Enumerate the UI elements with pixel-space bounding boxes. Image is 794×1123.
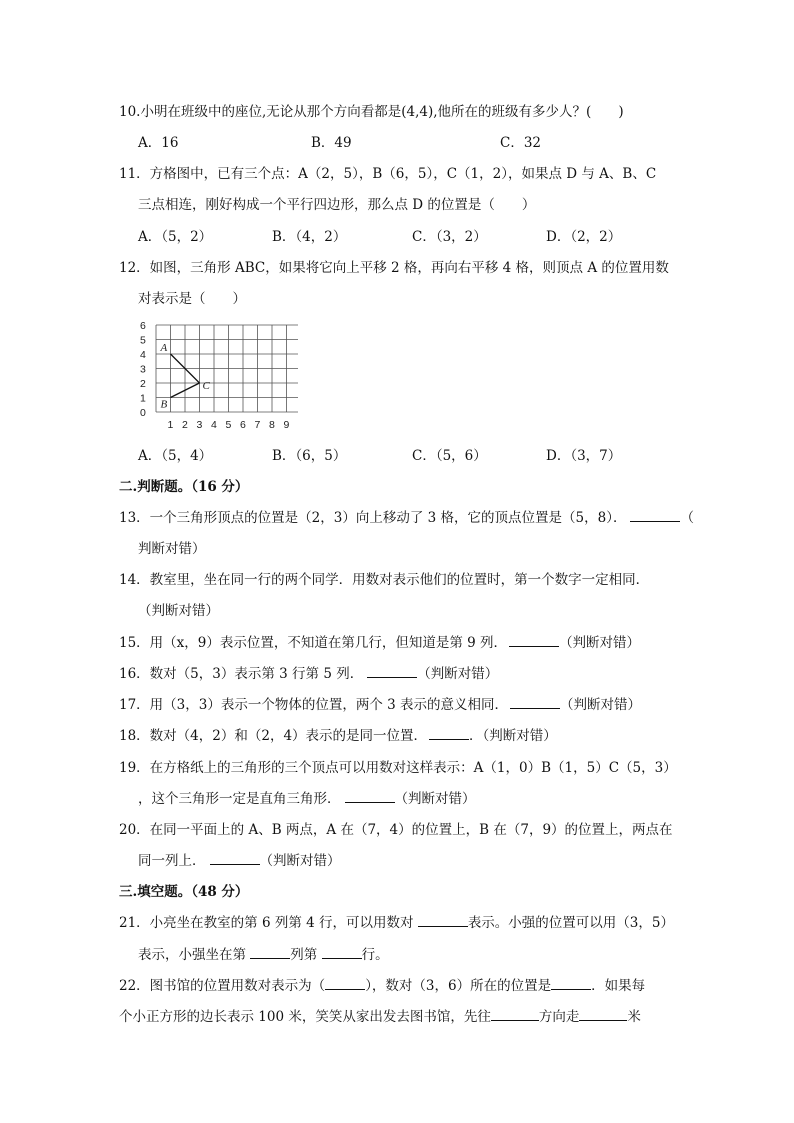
- q13-tail: （: [680, 510, 694, 526]
- q10-option-b[interactable]: B．49: [311, 135, 352, 151]
- q21-text-b: 表示。小强的位置可以用（3，5）: [467, 915, 674, 931]
- q16-answer-blank[interactable]: [367, 665, 417, 678]
- q12-option-d[interactable]: D．（3，7）: [546, 448, 622, 464]
- q15-answer-blank[interactable]: [509, 634, 559, 647]
- q15-tail: （判断对错）: [559, 635, 641, 651]
- q22-blank-4[interactable]: [579, 1008, 627, 1021]
- q21-blank-3[interactable]: [322, 946, 362, 959]
- q12-option-a[interactable]: A．（5，4）: [138, 448, 213, 464]
- y-axis-tick-labels: [140, 322, 146, 419]
- q17-answer-blank[interactable]: [510, 696, 560, 709]
- x-tick-label: 4: [211, 419, 217, 431]
- x-tick-label: 9: [283, 419, 290, 431]
- q22-text-c: ．如果每: [591, 978, 646, 994]
- y-tick-label: 5: [140, 334, 146, 347]
- section-2-title: 二.判断题。（16 分）: [119, 479, 249, 495]
- q15-text: 15．用（x，9）表示位置，不知道在第几行，但知道是第 9 列．: [119, 635, 508, 651]
- q22-blank-1[interactable]: [325, 977, 365, 990]
- q21-stem-line1: [119, 914, 674, 932]
- x-tick-label: 7: [254, 419, 261, 431]
- q15-stem: [119, 634, 640, 652]
- x-tick-label: 3: [196, 419, 203, 431]
- q16-stem: [119, 665, 498, 683]
- vertex-label-c: C: [202, 380, 210, 392]
- q19-stem-line2: [138, 790, 476, 808]
- q21-text-c: 表示，小强坐在第: [138, 947, 251, 963]
- q21-blank-2[interactable]: [250, 946, 290, 959]
- q19-stem-line1: 19．在方格纸上的三角形的三个顶点可以用数对这样表示：A（1，0）B（1，5）C（5，3）: [119, 760, 677, 776]
- coordinate-grid-figure: [138, 322, 298, 434]
- x-tick-label: 2: [182, 419, 188, 431]
- x-tick-label: 5: [225, 419, 232, 431]
- q22-stem-line2: [119, 1008, 641, 1026]
- q22-text-a: 22．图书馆的位置用数对表示为（: [119, 978, 326, 994]
- q21-text-d: 列第: [290, 947, 322, 963]
- q10-option-a[interactable]: A．16: [138, 135, 179, 151]
- q16-tail: （判断对错）: [417, 666, 499, 682]
- q17-tail: （判断对错）: [560, 697, 642, 713]
- q12-stem-line1: 12．如图，三角形 ABC，如果将它向上平移 2 格，再向右平移 4 格，则顶点 A 的位置用数: [119, 260, 669, 276]
- x-tick-label: 1: [167, 419, 174, 431]
- q17-text: 17．用（3，3）表示一个物体的位置，两个 3 表示的意义相同．: [119, 697, 509, 713]
- q22-blank-3[interactable]: [491, 1008, 539, 1021]
- vertex-label-a: A: [160, 342, 168, 354]
- q20-stem-line2: [138, 852, 341, 870]
- q22-text-e: 方向走: [538, 1009, 580, 1025]
- q21-text-a: 21．小亮坐在教室的第 6 列第 4 行，可以用数对: [119, 915, 418, 931]
- q10-stem: 10.小明在班级中的座位,无论从那个方向看都是(4,4),他所在的班级有多少人？( ): [119, 104, 624, 120]
- y-tick-label: 1: [140, 392, 146, 405]
- q11-option-c[interactable]: C．（3，2）: [412, 229, 487, 245]
- q20-tail: （判断对错）: [259, 853, 341, 869]
- section-3-title: 三.填空题。（48 分）: [119, 884, 249, 900]
- q13-text: 13．一个三角形顶点的位置是（2，3）向上移动了 3 格，它的顶点位置是（5，8）．: [119, 510, 627, 526]
- q12-option-b[interactable]: B．（6，5）: [272, 448, 347, 464]
- q16-text: 16．数对（5，3）表示第 3 行第 5 列．: [119, 666, 364, 682]
- q22-stem-line1: [119, 977, 645, 995]
- q22-text-b: ），数对（3，6）所在的位置是: [365, 978, 552, 994]
- y-tick-label: 6: [140, 322, 146, 332]
- q18-stem: [119, 727, 557, 745]
- q19-tail: （判断对错）: [394, 791, 476, 807]
- q13-stem-line2: 判断对错）: [138, 541, 206, 557]
- q12-option-c[interactable]: C．（5，6）: [412, 448, 487, 464]
- q19-text: ，这个三角形一定是直角三角形．: [138, 791, 341, 807]
- q18-tail: ．（判断对错）: [469, 728, 557, 744]
- q22-text-f: 米: [627, 1009, 641, 1025]
- q21-blank-1[interactable]: [418, 914, 468, 927]
- q22-text-d: 个小正方形的边长表示 100 米，笑笑从家出发去图书馆，先往: [119, 1009, 491, 1025]
- y-tick-label: 3: [140, 363, 146, 376]
- y-tick-label: 4: [140, 349, 146, 361]
- q22-blank-2[interactable]: [551, 977, 591, 990]
- grid-lines: [156, 325, 298, 412]
- q19-answer-blank[interactable]: [345, 790, 395, 803]
- q14-stem-line2: （判断对错）: [138, 603, 219, 619]
- q11-option-d[interactable]: D．（2，2）: [546, 229, 622, 245]
- q21-stem-line2: [138, 946, 389, 964]
- x-tick-label: 6: [240, 419, 246, 431]
- x-axis-tick-labels: [168, 419, 290, 431]
- q20-answer-blank[interactable]: [210, 852, 260, 865]
- q13-stem-line1: [119, 509, 694, 527]
- q11-stem-line1: 11．方格图中，已有三个点：A（2，5），B（6，5），C（1，2），如果点 D 与 A、B、C: [119, 166, 657, 182]
- q13-answer-blank[interactable]: [630, 509, 680, 522]
- q20-stem-line1: 20．在同一平面上的 A、B 两点，A 在（7，4）的位置上，B 在（7，9）的位置上，两点在: [119, 822, 673, 838]
- q21-text-e: 行。: [361, 947, 389, 963]
- q14-stem-line1: 14．教室里，坐在同一行的两个同学．用数对表示他们的位置时，第一个数字一定相同．: [119, 572, 650, 588]
- q18-answer-blank[interactable]: [429, 727, 469, 740]
- q18-text: 18．数对（4，2）和（2，4）表示的是同一位置．: [119, 728, 428, 744]
- q12-stem-line2: 对表示是（ ）: [138, 291, 246, 307]
- q10-option-c[interactable]: C．32: [500, 135, 542, 151]
- q20-text: 同一列上．: [138, 853, 206, 869]
- q11-stem-line2: 三点相连，刚好构成一个平行四边形，那么点 D 的位置是（ ）: [138, 197, 536, 213]
- q11-option-b[interactable]: B．（4，2）: [272, 229, 347, 245]
- vertex-label-b: B: [160, 398, 168, 411]
- x-tick-label: 8: [269, 419, 275, 431]
- q11-option-a[interactable]: A．（5，2）: [138, 229, 213, 245]
- q17-stem: [119, 696, 641, 714]
- y-tick-label: 2: [140, 378, 146, 390]
- y-tick-label: 0: [140, 407, 146, 419]
